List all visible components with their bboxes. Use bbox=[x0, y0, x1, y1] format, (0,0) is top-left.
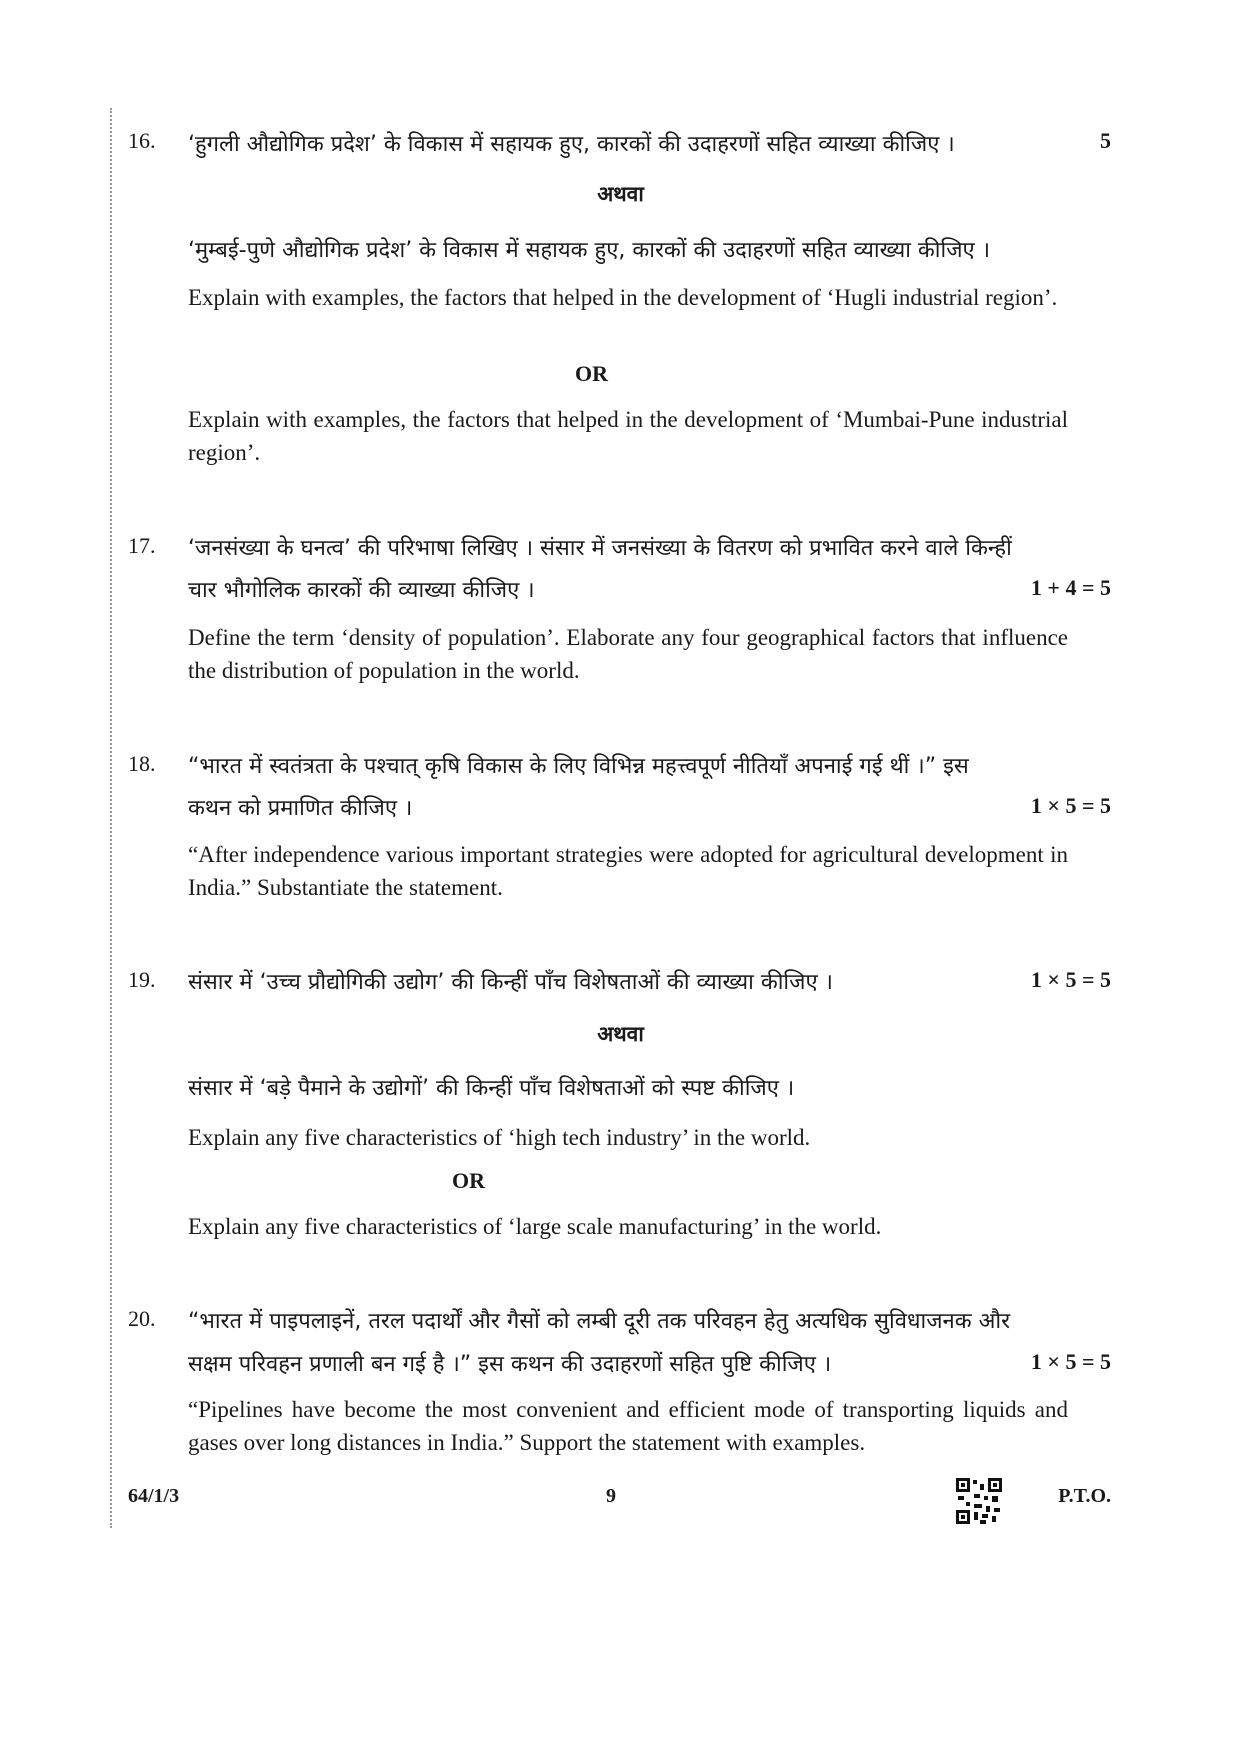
question-text-english: Explain any five characteristics of ‘high tech industry’ in the world. bbox=[188, 1125, 811, 1150]
page-number: 9 bbox=[606, 1485, 616, 1507]
alternate-question-english: Explain any five characteristics of ‘large scale manufacturing’ in the world. bbox=[188, 1214, 882, 1239]
alternate-question-hindi: संसार में ‘बड़े पैमाने के उद्योगों’ की किन्हीं पाँच विशेषताओं को स्पष्ट कीजिए । bbox=[188, 1076, 795, 1101]
question-text-hindi: संसार में ‘उच्च प्रौद्योगिकी उद्योग’ की किन्हीं पाँच विशेषताओं की व्याख्या कीजिए । bbox=[188, 970, 833, 995]
qr-code-icon bbox=[956, 1478, 1002, 1524]
question-number: 17. bbox=[128, 533, 156, 558]
marks: 1 × 5 = 5 bbox=[1030, 1349, 1111, 1374]
alternate-question-hindi: ‘मुम्बई-पुणे औद्योगिक प्रदेश’ के विकास में सहायक हुए, कारकों की उदाहरणों सहित व्याख्या कीजिए । bbox=[188, 238, 991, 263]
or-separator-hindi: अथवा bbox=[597, 1022, 644, 1046]
margin-dotted-line bbox=[110, 108, 112, 1528]
question-text-english: “Pipelines have become the most convenient and efficient mode of transporting liquids and gases over long distances in India.” Support the statement with examples. bbox=[188, 1397, 1068, 1455]
marks: 1 × 5 = 5 bbox=[1030, 793, 1111, 818]
alternate-question-english: Explain with examples, the factors that helped in the development of ‘Mumbai-Pune industrial region’. bbox=[188, 407, 1068, 465]
question-text-hindi-line2: चार भौगोलिक कारकों की व्याख्या कीजिए । bbox=[188, 578, 535, 603]
question-text-hindi-line2: सक्षम परिवहन प्रणाली बन गई है ।” इस कथन की उदाहरणों सहित पुष्टि कीजिए । bbox=[188, 1352, 832, 1377]
please-turn-over: P.T.O. bbox=[1058, 1485, 1111, 1507]
question-number: 20. bbox=[128, 1306, 156, 1331]
question-text-hindi-line2: कथन को प्रमाणित कीजिए । bbox=[188, 796, 413, 821]
question-text-hindi-line1: “भारत में स्वतंत्रता के पश्चात् कृषि विकास के लिए विभिन्न महत्त्वपूर्ण नीतियाँ अपनाई गई थीं ।” इस bbox=[188, 754, 969, 779]
question-text-english: “After independence various important strategies were adopted for agricultural development in India.” Substantiate the statement. bbox=[188, 842, 1068, 900]
question-text-english: Explain with examples, the factors that helped in the development of ‘Hugli industrial region’. bbox=[188, 285, 1058, 310]
question-text-hindi: ‘हुगली औद्योगिक प्रदेश’ के विकास में सहायक हुए, कारकों की उदाहरणों सहित व्याख्या कीजिए । bbox=[188, 132, 955, 157]
question-text-hindi-line1: “भारत में पाइपलाइनें, तरल पदार्थों और गैसों को लम्बी दूरी तक परिवहन हेतु अत्यधिक सुविधाजनक और bbox=[188, 1309, 1011, 1334]
paper-code: 64/1/3 bbox=[128, 1485, 180, 1507]
or-separator-english: OR bbox=[452, 1168, 485, 1193]
question-number: 19. bbox=[128, 967, 156, 992]
or-separator-hindi: अथवा bbox=[597, 182, 644, 206]
question-text-hindi-line1: ‘जनसंख्या के घनत्व’ की परिभाषा लिखिए । संसार में जनसंख्या के वितरण को प्रभावित करने वाले किन्हीं bbox=[188, 536, 1012, 561]
or-separator-english: OR bbox=[575, 361, 608, 386]
marks: 1 × 5 = 5 bbox=[1030, 967, 1111, 992]
marks: 5 bbox=[1100, 128, 1111, 153]
marks: 1 + 4 = 5 bbox=[1030, 575, 1111, 600]
question-text-english: Define the term ‘density of population’. Elaborate any four geographical factors that influence the distribution of population in the world. bbox=[188, 625, 1068, 683]
question-number: 18. bbox=[128, 751, 156, 776]
question-number: 16. bbox=[128, 128, 156, 153]
